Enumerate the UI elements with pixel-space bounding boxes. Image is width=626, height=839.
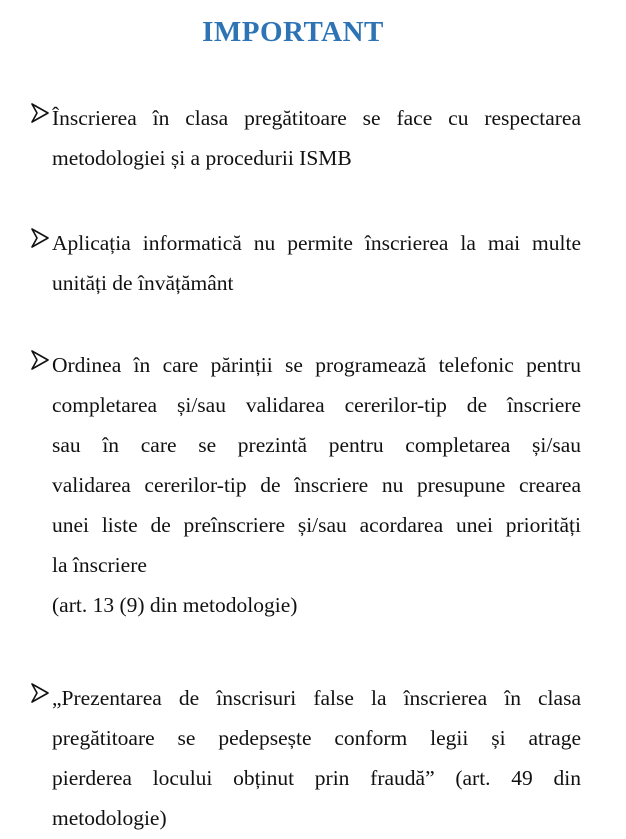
item-text-line: unei liste de preînscriere și/sau acordarea unei priorități: [52, 513, 581, 537]
item-text-line: completarea și/sau validarea cererilor-tip de înscriere: [52, 393, 581, 417]
item-text-line: validarea cererilor-tip de înscriere nu presupune crearea: [52, 473, 581, 497]
page-title: IMPORTANT: [202, 16, 384, 48]
article-reference: (art. 13 (9) din metodologie): [52, 593, 298, 617]
arrowhead-bullet-icon: [31, 349, 49, 371]
arrowhead-bullet-icon: [31, 102, 49, 124]
arrowhead-bullet-icon: [31, 682, 49, 704]
list-item: [31, 678, 581, 838]
item-text-line: metodologie): [52, 806, 167, 830]
item-text-line: „Prezentarea de înscrisuri false la înscrierea în clasa: [52, 686, 581, 710]
item-text-line: pierderea locului obținut prin fraudă” (art. 49 din: [52, 766, 581, 790]
item-text-line: Înscrierea în clasa pregătitoare se face cu respectarea: [52, 106, 581, 130]
item-text-line: pregătitoare se pedepsește conform legii și atrage: [52, 726, 581, 750]
arrowhead-bullet-icon: [31, 227, 49, 249]
list-item: [31, 223, 581, 303]
item-text-line: la înscriere: [52, 553, 147, 577]
list-item: [31, 345, 581, 625]
item-text-line: Ordinea în care părinții se programează telefonic pentru: [52, 353, 581, 377]
item-text-line: metodologiei și a procedurii ISMB: [52, 146, 352, 170]
item-text-line: sau în care se prezintă pentru completarea și/sau: [52, 433, 581, 457]
item-text-line: Aplicația informatică nu permite înscrierea la mai multe: [52, 231, 581, 255]
item-text-line: unități de învățământ: [52, 271, 234, 295]
list-item: [31, 98, 581, 178]
